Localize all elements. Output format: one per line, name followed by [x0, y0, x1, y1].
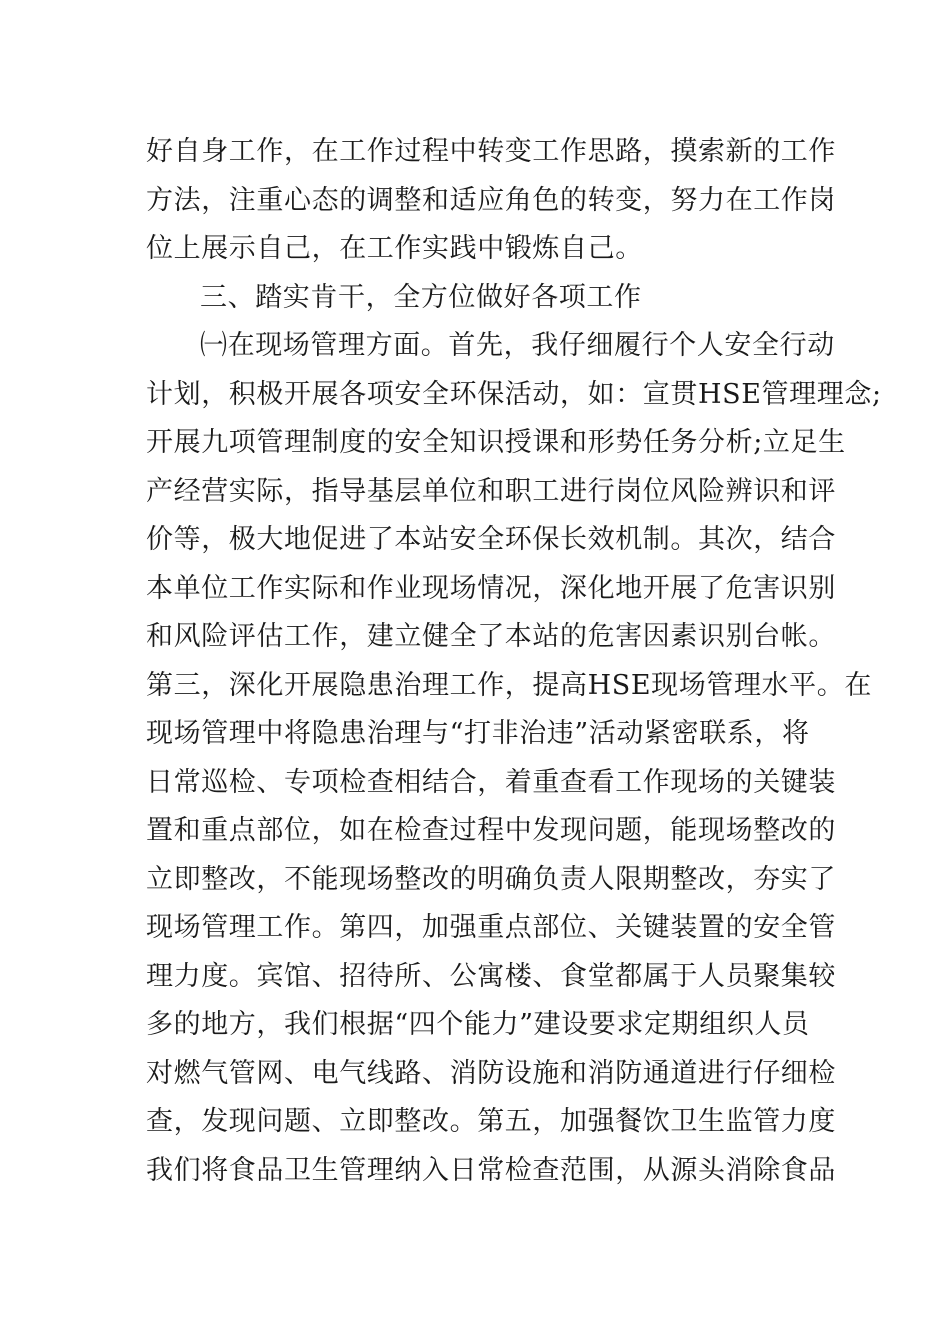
text-line: 现场管理中将隐患治理与“打非治违”活动紧密联系，将 [146, 718, 810, 749]
text-line: 产经营实际，指导基层单位和职工进行岗位风险辨识和评 [146, 475, 836, 507]
text-line: 置和重点部位，如在检查过程中发现问题，能现场整改的 [146, 815, 836, 846]
text-line: 我们将食品卫生管理纳入日常检查范围，从源头消除食品 [146, 1154, 836, 1186]
text-line: 开展九项管理制度的安全知识授课和形势任务分析;立足生 [146, 427, 846, 458]
text-line: 查，发现问题、立即整改。第五，加强餐饮卫生监管力度 [146, 1106, 836, 1137]
text-line: 方法，注重心态的调整和适应角色的转变，努力在工作岗 [146, 184, 836, 216]
text-line: 日常巡检、专项检查相结合，着重查看工作现场的关键装 [146, 766, 836, 798]
text-line: 三、踏实肯干，全方位做好各项工作 [200, 281, 642, 313]
text-line: 现场管理工作。第四，加强重点部位、关键装置的安全管 [146, 912, 836, 943]
text-line: 价等，极大地促进了本站安全环保长效机制。其次，结合 [146, 524, 836, 555]
text-line: 本单位工作实际和作业现场情况，深化地开展了危害识别 [146, 572, 836, 604]
text-line: 第三，深化开展隐患治理工作，提高HSE现场管理水平。在 [146, 669, 872, 701]
text-line: 多的地方，我们根据“四个能力”建设要求定期组织人员 [146, 1009, 810, 1040]
text-line: 位上展示自己，在工作实践中锻炼自己。 [146, 233, 643, 264]
text-line: 理力度。宾馆、招待所、公寓楼、食堂都属于人员聚集较 [146, 960, 836, 992]
body-text [146, 128, 882, 1195]
text-line: 对燃气管网、电气线路、消防设施和消防通道进行仔细检 [146, 1057, 836, 1089]
text-line: 和风险评估工作，建立健全了本站的危害因素识别台帐。 [146, 621, 836, 652]
text-line: 计划，积极开展各项安全环保活动，如：宣贯HSE管理理念; [146, 378, 882, 410]
text-line: 立即整改，不能现场整改的明确负责人限期整改，夯实了 [146, 863, 836, 895]
text-line: ㈠在现场管理方面。首先，我仔细履行个人安全行动 [200, 330, 835, 361]
text-line: 好自身工作，在工作过程中转变工作思路，摸索新的工作 [146, 136, 836, 167]
